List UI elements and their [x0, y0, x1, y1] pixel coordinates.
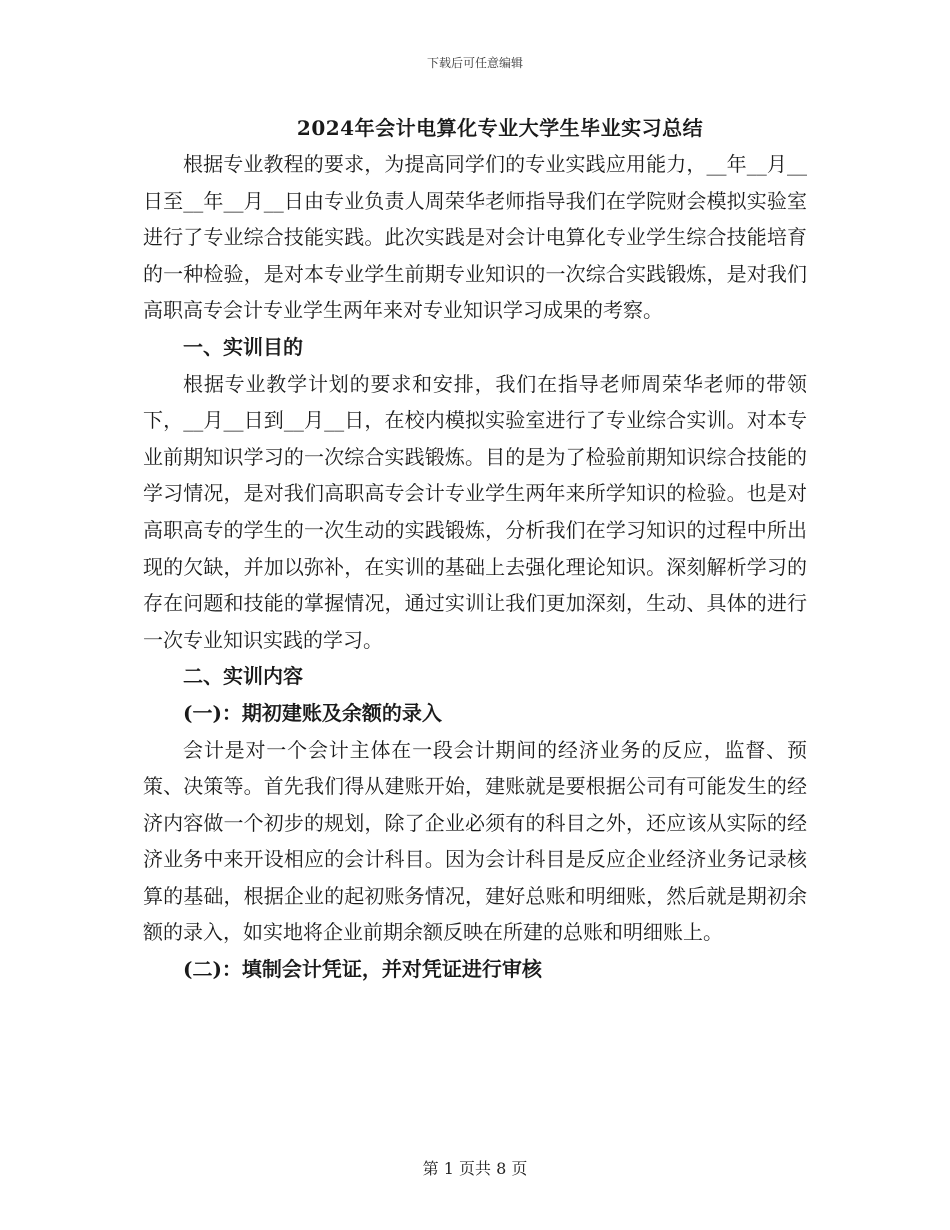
- subsection-heading-vouchers: (二)：填制会计凭证，并对凭证进行审核: [183, 957, 542, 982]
- document-title: 2024年会计电算化专业大学生毕业实习总结: [296, 116, 704, 140]
- page-number: 第 1 页共 8 页: [422, 1159, 528, 1178]
- paragraph-opening-accounts: 会计是对一个会计主体在一段会计期间的经济业务的反应，监督、预策、决策等。首先我们得从建账开始，建账就是要根据公司有可能发生的经济内容做一个初步的规划，除了企业必须有的科目之外，还应该从实际的经济业务中来开设相应的会计科目。因为会计科目是反应企业经济业务记录核算的基础，根据企业的起初账务情况，建好总账和明细账，然后就是期初余额的录入，如实地将企业前期余额反映在所建的总账和明细账上。: [143, 737, 807, 945]
- header-note: 下载后可任意编辑: [426, 56, 523, 70]
- section-heading-purpose: 一、实训目的: [183, 334, 303, 359]
- paragraph-intro: 根据专业教程的要求，为提高同学们的专业实践应用能力，__年__月__日至__年__月__日由专业负责人周荣华老师指导我们在学院财会模拟实验室进行了专业综合技能实践。此次实践是对会计电算化专业学生综合技能培育的一种检验，是对本专业学生前期专业知识的一次综合实践锻炼，是对我们高职高专会计专业学生两年来对专业知识学习成果的考察。: [143, 152, 807, 323]
- document-body: [143, 146, 807, 988]
- section-heading-content: 二、实训内容: [183, 664, 303, 689]
- subsection-heading-opening-accounts: (一)：期初建账及余额的录入: [183, 700, 442, 725]
- paragraph-purpose: 根据专业教学计划的要求和安排，我们在指导老师周荣华老师的带领下，__月__日到__月__日，在校内模拟实验室进行了专业综合实训。对本专业前期知识学习的一次综合实践锻炼。目的是为了检验前期知识综合技能的学习情况，是对我们高职高专会计专业学生两年来所学知识的检验。也是对高职高专的学生的一次生动的实践锻炼，分析我们在学习知识的过程中所出现的欠缺，并加以弥补，在实训的基础上去强化理论知识。深刻解析学习的存在问题和技能的掌握情况，通过实训让我们更加深刻，生动、具体的进行一次专业知识实践的学习。: [143, 371, 807, 652]
